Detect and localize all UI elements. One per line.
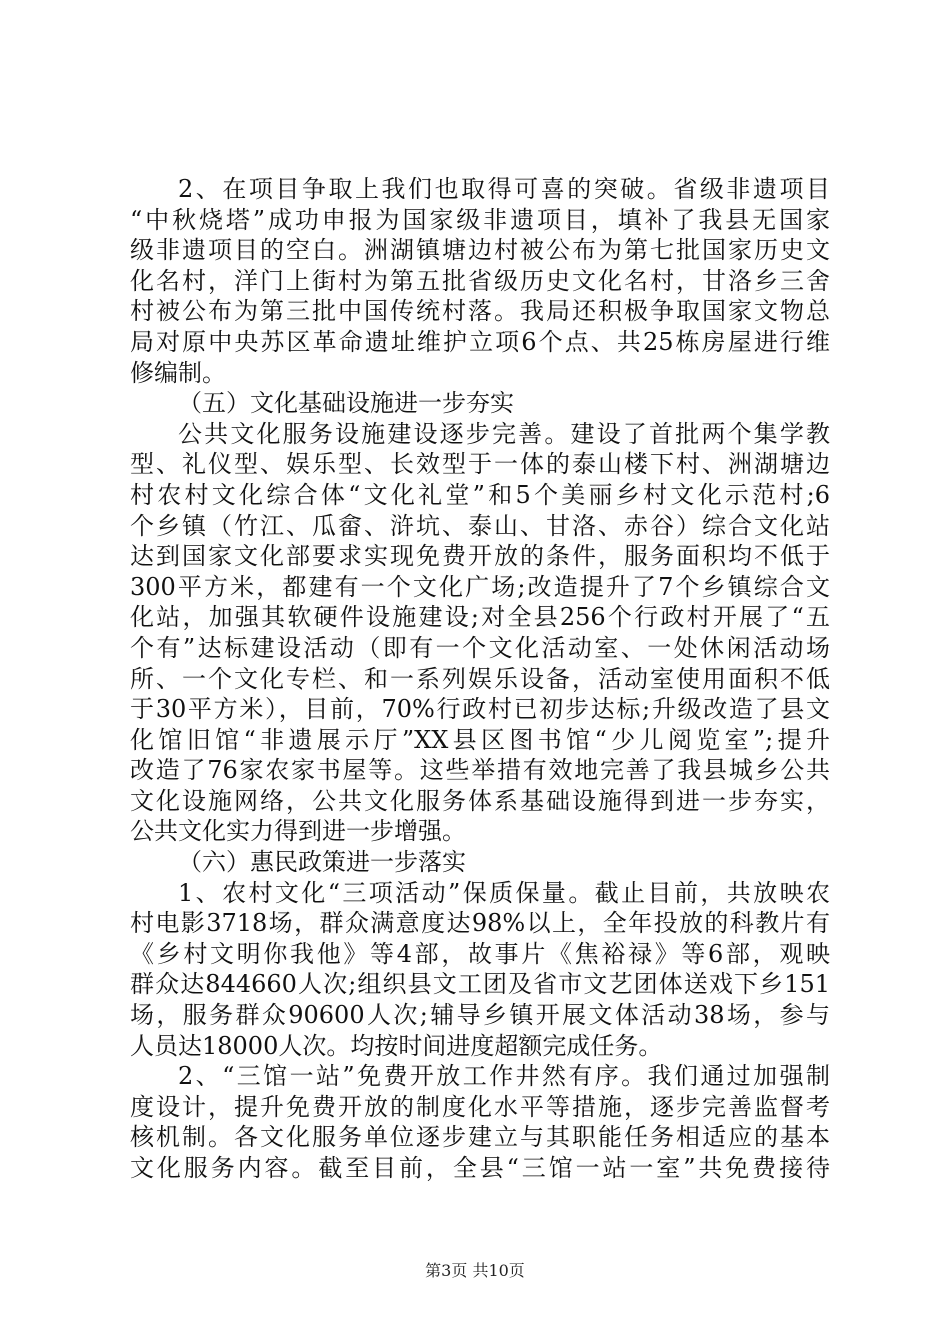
paragraph-line: 1、农村文化“三项活动”保质保量。截止目前，共放映农 — [178, 878, 830, 907]
paragraph-line: 度设计，提升免费开放的制度化水平等措施，逐步完善监督考 — [130, 1092, 830, 1121]
paragraph-line: 化馆旧馆“非遗展示厅”XX县区图书馆“少儿阅览室”;提升 — [130, 725, 830, 754]
paragraph-line: 局对原中央苏区革命遗址维护立项6个点、共25栋房屋进行维 — [130, 327, 830, 356]
paragraph-line: 300平方米，都建有一个文化广场;改造提升了7个乡镇综合文 — [130, 572, 830, 601]
paragraph-line: “中秋烧塔”成功申报为国家级非遗项目，填补了我县无国家 — [130, 205, 830, 234]
paragraph-line: 所、一个文化专栏、和一系列娱乐设备，活动室使用面积不低 — [130, 664, 830, 693]
paragraph-line: 场，服务群众90600人次;辅导乡镇开展文体活动38场，参与 — [130, 1001, 830, 1030]
paragraph-line: 于30平方米），目前，70%行政村已初步达标;升级改造了县文 — [130, 695, 830, 724]
document-body — [130, 174, 830, 1184]
paragraph-line: 级非遗项目的空白。洲湖镇塘边村被公布为第七批国家历史文 — [130, 236, 830, 265]
paragraph-line: 改造了76家农家书屋等。这些举措有效地完善了我县城乡公共 — [130, 756, 830, 785]
paragraph-line: 达到国家文化部要求实现免费开放的条件，服务面积均不低于 — [130, 542, 830, 571]
paragraph-line: 村被公布为第三批中国传统村落。我局还积极争取国家文物总 — [130, 297, 830, 326]
paragraph-line: 核机制。各文化服务单位逐步建立与其职能任务相适应的基本 — [130, 1123, 830, 1152]
paragraph-line: 公共文化服务设施建设逐步完善。建设了首批两个集学教 — [178, 419, 830, 448]
paragraph-line: 型、礼仪型、娱乐型、长效型于一体的泰山楼下村、洲湖塘边 — [130, 450, 830, 479]
section-heading: （六）惠民政策进一步落实 — [178, 848, 466, 877]
paragraph-line: 修编制。 — [130, 358, 226, 387]
paragraph-line: 群众达844660人次;组织县文工团及省市文艺团体送戏下乡151 — [130, 970, 830, 999]
paragraph-line: 村农村文化综合体“文化礼堂”和5个美丽乡村文化示范村;6 — [130, 480, 830, 509]
paragraph-line: 2、“三馆一站”免费开放工作井然有序。我们通过加强制 — [178, 1062, 830, 1091]
paragraph-line: 公共文化实力得到进一步增强。 — [130, 817, 466, 846]
page-footer — [0, 1258, 950, 1281]
paragraph-line: 文化服务内容。截至目前，全县“三馆一站一室”共免费接待 — [130, 1154, 830, 1182]
paragraph-line: 化站，加强其软硬件设施建设;对全县256个行政村开展了“五 — [130, 603, 830, 632]
paragraph-line: 文化设施网络，公共文化服务体系基础设施得到进一步夯实， — [130, 786, 830, 815]
paragraph-line: 2、在项目争取上我们也取得可喜的突破。省级非遗项目 — [178, 175, 830, 203]
paragraph-line: 个有”达标建设活动（即有一个文化活动室、一处休闲活动场 — [130, 633, 830, 662]
page-number-label: 第3页 共10页 — [425, 1261, 525, 1280]
section-heading: （五）文化基础设施进一步夯实 — [178, 389, 514, 418]
paragraph-line: 村电影3718场，群众满意度达98%以上，全年投放的科教片有 — [130, 909, 830, 938]
paragraph-line: 《乡村文明你我他》等4部，故事片《焦裕禄》等6部，观映 — [130, 939, 830, 968]
paragraph-line: 化名村，洋门上街村为第五批省级历史文化名村，甘洛乡三舍 — [130, 266, 830, 295]
paragraph-line: 个乡镇（竹江、瓜畲、浒坑、泰山、甘洛、赤谷）综合文化站 — [130, 511, 830, 540]
paragraph-line: 人员达18000人次。均按时间进度超额完成任务。 — [130, 1031, 663, 1060]
